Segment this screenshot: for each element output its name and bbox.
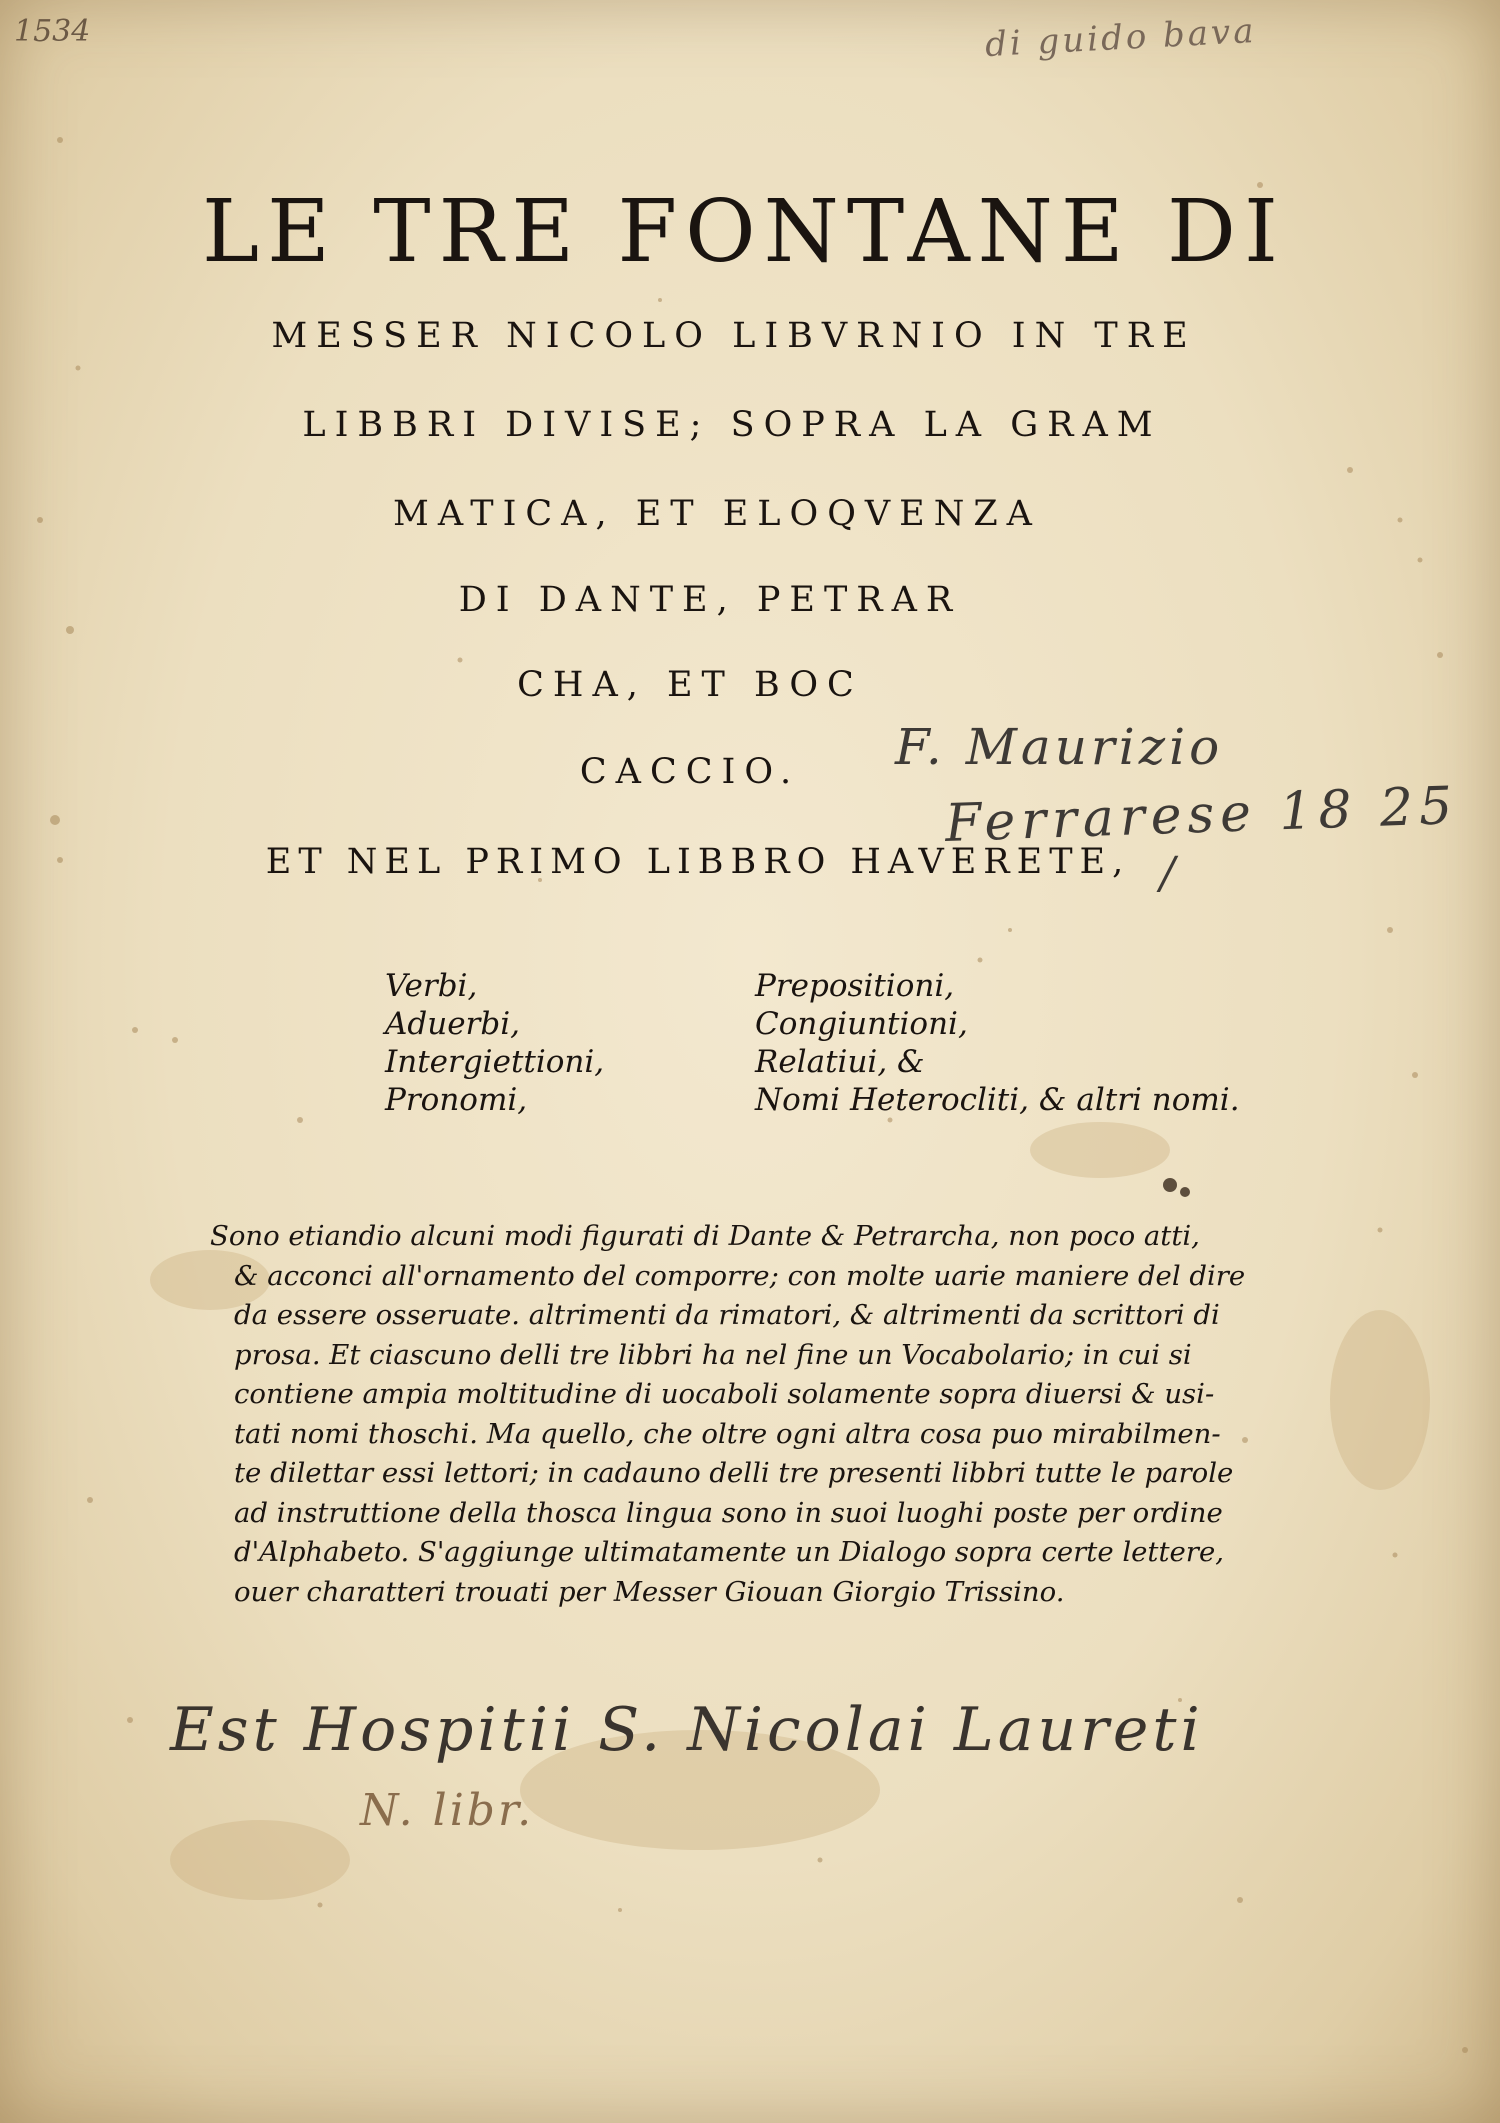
manuscript-slash: /	[1160, 848, 1175, 899]
title-line-2: MESSER NICOLO LIBVRNIO IN TRE	[271, 316, 1197, 356]
paragraph-line: tati nomi thoschi. Ma quello, che oltre ogni altra cosa puo mirabilmen-	[234, 1417, 1221, 1450]
title-line-6: CHA, ET BOC	[517, 665, 863, 705]
title-line-4: MATICA, ET ELOQVENZA	[393, 494, 1041, 534]
paragraph-line: d'Alphabeto. S'aggiunge ultimatamente un Dialogo sopra certe lettere,	[234, 1536, 1224, 1568]
title-line-1: LE TRE FONTANE DI	[202, 182, 1286, 282]
paragraph-line: ad instruttione della thosca lingua sono in suoi luoghi poste per ordine	[234, 1496, 1223, 1529]
word-list-item: Pronomi,	[385, 1082, 528, 1118]
paragraph-line: contiene ampia moltitudine di uocaboli solamente sopra diuersi & usi-	[234, 1378, 1215, 1410]
word-column-left	[385, 967, 715, 1119]
description-paragraph	[210, 1217, 1246, 1612]
paragraph-line: Sono etiandio alcuni modi figurati di Dante & Petrarcha, non poco atti,	[210, 1220, 1200, 1252]
manuscript-number-top-left: 1534	[14, 14, 91, 49]
title-line-5: DI DANTE, PETRAR	[458, 580, 962, 620]
word-list-item: Nomi Heterocliti, & altri nomi.	[755, 1082, 1240, 1118]
title-line-3: LIBBRI DIVISE; SOPRA LA GRAM	[302, 405, 1162, 445]
paragraph-line: te dilettar essi lettori; in cadauno delli tre presenti libbri tutte le parole	[234, 1457, 1234, 1489]
ownership-inscription-line-2: N. libr.	[360, 1785, 535, 1836]
title-line-7: CACCIO.	[579, 752, 801, 792]
word-column-right	[755, 967, 1275, 1119]
manuscript-note-ferrarese: Ferrarese 18 25	[944, 776, 1460, 854]
manuscript-note-top-right: di guido bava	[984, 10, 1258, 66]
manuscript-note-maurizio: F. Maurizio	[895, 718, 1224, 776]
word-list-item: Relatiui, &	[755, 1044, 925, 1080]
word-list-item: Verbi,	[385, 968, 478, 1004]
paragraph-line: & acconci all'ornamento del comporre; con molte uarie maniere del dire	[234, 1259, 1246, 1292]
ownership-inscription: Est Hospitii S. Nicolai Laureti	[170, 1695, 1204, 1765]
paragraph-line: da essere osseruate. altrimenti da rimatori, & altrimenti da scrittori di	[234, 1299, 1220, 1331]
title-line-8: ET NEL PRIMO LIBBRO HAVERETE,	[265, 842, 1131, 882]
word-list-item: Intergiettioni,	[385, 1044, 605, 1080]
word-list-item: Aduerbi,	[385, 1006, 520, 1042]
paragraph-line: prosa. Et ciascuno delli tre libbri ha nel fine un Vocabolario; in cui si	[234, 1338, 1192, 1371]
word-list-item: Prepositioni,	[755, 968, 955, 1004]
word-list-item: Congiuntioni,	[755, 1006, 968, 1042]
paragraph-line: ouer charatteri trouati per Messer Giouan Giorgio Trissino.	[234, 1575, 1065, 1608]
